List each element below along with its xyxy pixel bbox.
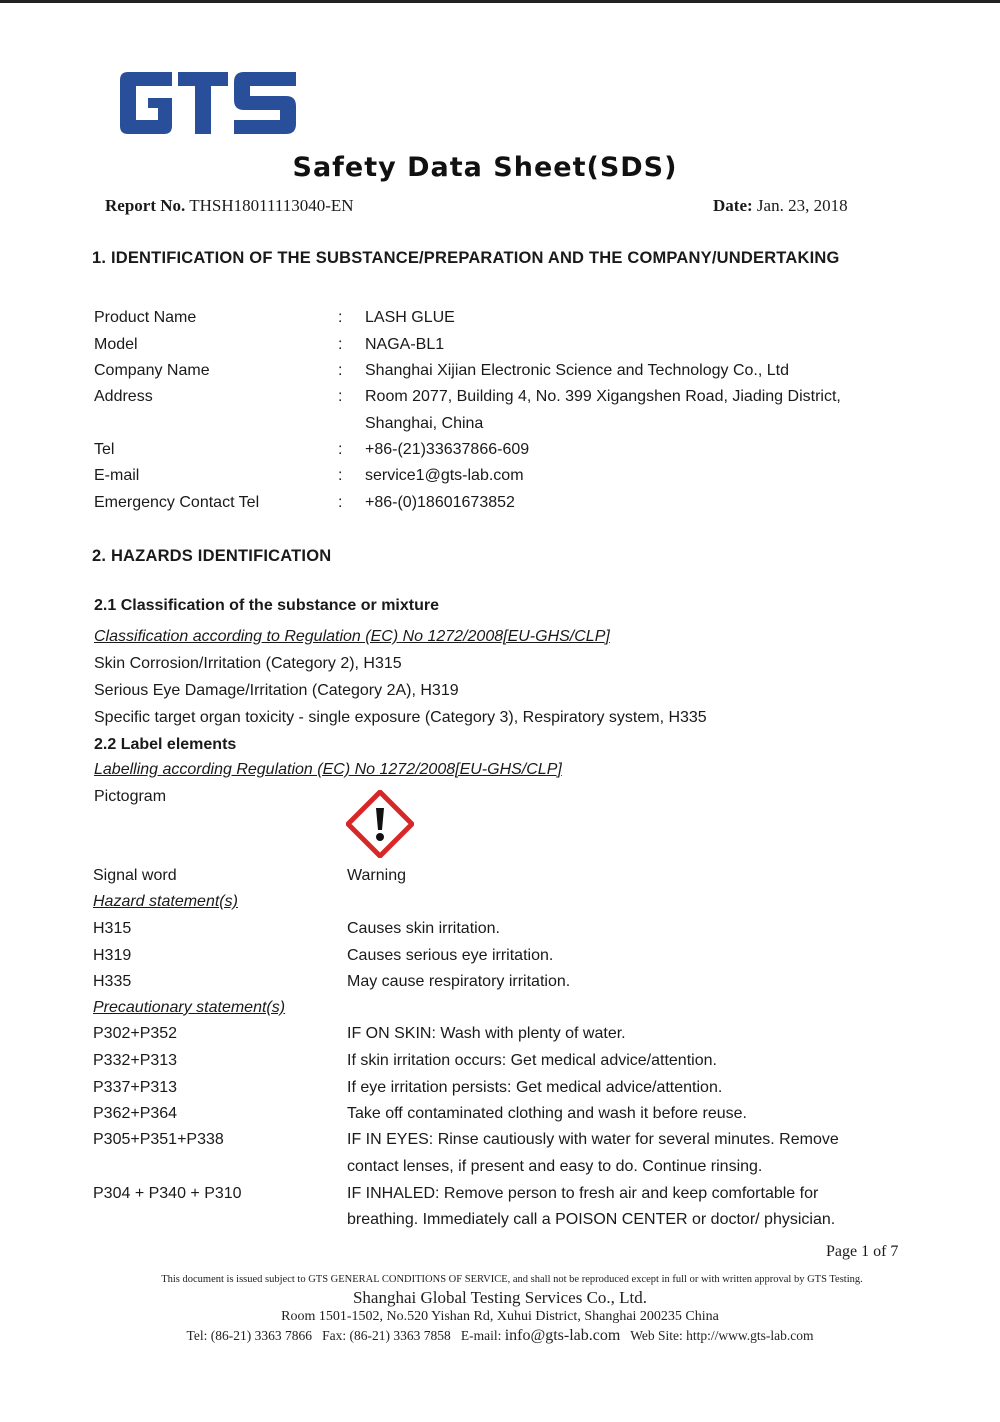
pictogram-label: Pictogram [94, 788, 167, 805]
field-value: service1@gts-lab.com [365, 467, 524, 484]
precaution-text: IF IN EYES: Rinse cautiously with water for several minutes. Remove [347, 1131, 839, 1148]
footer-disclaimer: This document is issued subject to GTS GENERAL CONDITIONS OF SERVICE, and shall not be reproduced except in full or with written approval by GTS Testing. [161, 1274, 863, 1285]
classification-item: Specific target organ toxicity - single exposure (Category 3), Respiratory system, H335 [94, 709, 707, 726]
field-value: +86-(21)33637866-609 [365, 441, 530, 458]
footer-company: Shanghai Global Testing Services Co., Ltd. [352, 1288, 648, 1307]
field-colon: : [338, 309, 343, 326]
precaution-text: If eye irritation persists: Get medical advice/attention. [347, 1079, 723, 1096]
date-value: Jan. 23, 2018 [756, 196, 848, 215]
precaution-code: P332+P313 [93, 1052, 178, 1069]
field-value: LASH GLUE [365, 309, 455, 326]
hazard-code: H335 [93, 973, 132, 990]
labelling-regulation: Labelling according Regulation (EC) No 1272/2008[EU-GHS/CLP] [94, 761, 562, 778]
section2-heading: 2. HAZARDS IDENTIFICATION [92, 547, 332, 565]
field-colon: : [338, 362, 343, 379]
report-label: Report No. [105, 196, 186, 215]
precaution-text: IF ON SKIN: Wash with plenty of water. [347, 1025, 626, 1042]
field-value: Room 2077, Building 4, No. 399 Xigangshen Road, Jiading District, [365, 388, 841, 405]
field-value: Shanghai, China [365, 415, 484, 432]
precaution-code: P362+P364 [93, 1105, 178, 1122]
footer-email-label: E-mail: [460, 1328, 502, 1343]
field-label: Product Name [94, 309, 197, 326]
footer-tel: Tel: (86-21) 3363 7866 [186, 1328, 312, 1343]
gts-logo [120, 68, 300, 138]
field-value: +86-(0)18601673852 [365, 494, 515, 511]
hazard-text: Causes serious eye irritation. [347, 947, 554, 964]
ghs-exclamation-mark-icon [346, 790, 414, 858]
precaution-text: contact lenses, if present and easy to do. Continue rinsing. [347, 1158, 763, 1175]
precautionary-statements-heading: Precautionary statement(s) [93, 999, 286, 1016]
subsection-2-1-heading: 2.1 Classification of the substance or mixture [94, 597, 439, 614]
precaution-text: Take off contaminated clothing and wash it before reuse. [347, 1105, 747, 1122]
field-value: Shanghai Xijian Electronic Science and Technology Co., Ltd [365, 362, 789, 379]
precaution-code: P304 + P340 + P310 [93, 1185, 242, 1202]
classification-regulation: Classification according to Regulation (EC) No 1272/2008[EU-GHS/CLP] [94, 628, 610, 645]
field-label: Company Name [94, 362, 210, 379]
top-border [0, 0, 1000, 3]
footer-fax: Fax: (86-21) 3363 7858 [322, 1328, 451, 1343]
classification-item: Skin Corrosion/Irritation (Category 2), H315 [94, 655, 402, 672]
field-value: NAGA-BL1 [365, 336, 445, 353]
date-label: Date: [713, 196, 753, 215]
field-colon: : [338, 336, 343, 353]
precaution-code: P305+P351+P338 [93, 1131, 224, 1148]
precaution-text: If skin irritation occurs: Get medical advice/attention. [347, 1052, 717, 1069]
hazard-code: H315 [93, 920, 132, 937]
hazard-text: Causes skin irritation. [347, 920, 500, 937]
report-date [713, 196, 848, 216]
field-colon: : [338, 441, 343, 458]
footer-contact [0, 1327, 1000, 1345]
footer-website[interactable]: Web Site: http://www.gts-lab.com [630, 1328, 814, 1343]
report-number [105, 196, 354, 216]
field-colon: : [338, 494, 343, 511]
field-label: Address [94, 388, 153, 405]
precaution-code: P337+P313 [93, 1079, 178, 1096]
precaution-code: P302+P352 [93, 1025, 178, 1042]
page-number: Page 1 of 7 [826, 1243, 899, 1260]
signal-word-label: Signal word [93, 867, 177, 884]
field-label: Model [94, 336, 138, 353]
footer-address: Room 1501-1502, No.520 Yishan Rd, Xuhui District, Shanghai 200235 China [281, 1309, 719, 1324]
field-label: Emergency Contact Tel [94, 494, 260, 511]
field-colon: : [338, 388, 343, 405]
classification-item: Serious Eye Damage/Irritation (Category 2A), H319 [94, 682, 459, 699]
hazard-text: May cause respiratory irritation. [347, 973, 571, 990]
precaution-text: IF INHALED: Remove person to fresh air and keep comfortable for [347, 1185, 819, 1202]
field-label: E-mail [94, 467, 140, 484]
report-value: THSH18011113040-EN [189, 196, 354, 215]
section1-heading: 1. IDENTIFICATION OF THE SUBSTANCE/PREPARATION AND THE COMPANY/UNDERTAKING [92, 249, 840, 267]
hazard-statements-heading: Hazard statement(s) [93, 893, 238, 910]
field-label: Tel [94, 441, 115, 458]
subsection-2-2-heading: 2.2 Label elements [94, 736, 237, 753]
precaution-text: breathing. Immediately call a POISON CENTER or doctor/ physician. [347, 1211, 836, 1228]
hazard-code: H319 [93, 947, 132, 964]
document-title: Safety Data Sheet(SDS) [292, 152, 678, 183]
footer-email[interactable]: info@gts-lab.com [504, 1327, 621, 1344]
signal-word-value: Warning [347, 867, 406, 884]
field-colon: : [338, 467, 343, 484]
